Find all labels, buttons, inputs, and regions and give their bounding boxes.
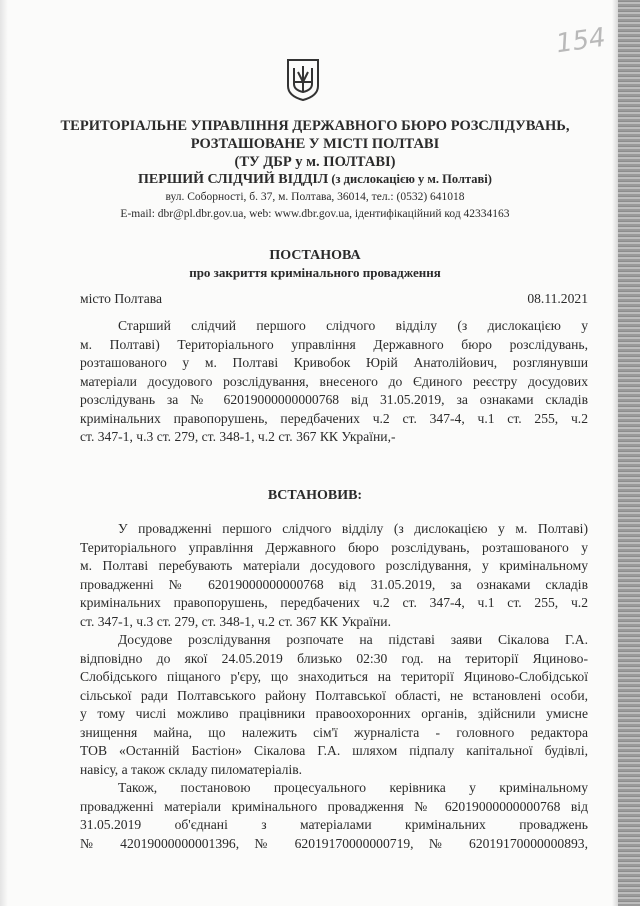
department-name: ПЕРШИЙ СЛІДЧИЙ ВІДДІЛ xyxy=(138,172,329,187)
department-location: (з дислокацією у м. Полтаві) xyxy=(328,172,492,186)
text-line: кримінальних правопорушень, передбачених ч.2 ст. 347-4, ч.1 ст. 255, ч.2 xyxy=(80,410,588,426)
text-line: кримінальних правопорушень, передбачених ч.2 ст. 347-4, ч.1 ст. 255, ч.2 xyxy=(80,595,588,611)
org-line-2: РОЗТАШОВАНЕ У МІСТІ ПОЛТАВІ xyxy=(190,136,440,152)
section-heading: ВСТАНОВИВ: xyxy=(267,488,363,503)
scan-left-shadow xyxy=(0,0,8,906)
text-line: у тому числі можливо працівники правоохоронних органів, здійснили умисне xyxy=(80,706,588,722)
text-line: Слобідського піщаного р'єру, що знаходиться на території Яциново-Слобідської xyxy=(80,669,588,685)
text-line: ТОВ «Останній Бастіон» Сікалова Г.А. шляхом підпалу капітальної будівлі, xyxy=(80,743,588,759)
text-line: Досудове розслідування розпочате на підставі заяви Сікалова Г.А. xyxy=(118,632,588,647)
address: вул. Соборності, б. 37, м. Полтава, 36014, тел.: (0532) 641018 xyxy=(165,191,465,203)
date: 08.11.2021 xyxy=(527,291,588,306)
text-line: матеріали досудового розслідування, внесеного до Єдиного реєстру досудових xyxy=(80,373,588,389)
text-line: м. Полтаві) Територіального управління Державного бюро розслідувань, xyxy=(80,336,588,352)
text-line: У провадженні першого слідчого відділу (з дислокацією у м. Полтаві) xyxy=(118,521,588,536)
text-line: відповідно до якої 24.05.2019 близько 02:30 год. на території Яциново- xyxy=(80,650,588,666)
text-line: Старший слідчий першого слідчого відділу (з дислокацією у xyxy=(118,318,588,333)
place: місто Полтава xyxy=(80,291,163,306)
email-label: E-mail: xyxy=(120,208,158,220)
text-line: ст. 347-1, ч.3 ст. 279, ст. 348-1, ч.2 ст. 367 КК України,- xyxy=(80,429,396,445)
text-line: Територіального управління Державного бюро розслідувань, розташованого у xyxy=(80,539,588,555)
text-line: № 42019000000001396, № 62019170000000719, № 62019170000000893, xyxy=(80,835,588,851)
org-short-name: (ТУ ДБР у м. ПОЛТАВІ) xyxy=(234,154,396,170)
text-line: знищення майна, що належить сім'ї журналіста - головного редактора xyxy=(80,724,588,740)
document-title: ПОСТАНОВА xyxy=(269,248,361,263)
web-and-code: , web: www.dbr.gov.ua, ідентифікаційний код 42334163 xyxy=(243,208,510,220)
text-line: ст. 347-1, ч.3 ст. 279, ст. 348-1, ч.2 ст. 367 КК України. xyxy=(80,613,391,629)
document-subtitle: про закриття кримінального провадження xyxy=(189,265,441,280)
text-line: провадженні матеріали кримінального провадження № 62019000000000768 від xyxy=(80,798,588,814)
text-line: провадженні № 62019000000000768 від 31.05.2019, за ознаками складів xyxy=(80,576,588,592)
coat-of-arms-icon xyxy=(286,58,320,102)
scan-edge xyxy=(618,0,640,906)
text-line: розслідувань за № 62019000000000768 від 31.05.2019, за ознаками складів xyxy=(80,392,588,408)
text-line: м. Полтаві перебувають матеріали досудового розслідування, у кримінальному xyxy=(80,558,588,574)
org-line-1: ТЕРИТОРІАЛЬНЕ УПРАВЛІННЯ ДЕРЖАВНОГО БЮРО РОЗСЛІДУВАНЬ, xyxy=(60,118,570,134)
text-line: Також, постановою процесуального керівника у кримінальному xyxy=(118,780,588,795)
department-line xyxy=(20,172,610,188)
text-line: 31.05.2019 об'єднані з матеріалами кримінальних проваджень xyxy=(80,817,588,833)
email-link[interactable]: dbr@pl.dbr.gov.ua xyxy=(157,208,244,220)
text-line: сільської ради Полтавського району Полтавської області, не встановлені особи, xyxy=(80,687,588,703)
text-line: розташованого у м. Полтаві Кривобок Юрій Анатолійович, розглянувши xyxy=(80,355,588,371)
contacts-line xyxy=(20,208,610,220)
text-line: навісу, а також складу пиломатеріалів. xyxy=(80,761,303,777)
handwritten-page-number: 154 xyxy=(554,22,608,60)
